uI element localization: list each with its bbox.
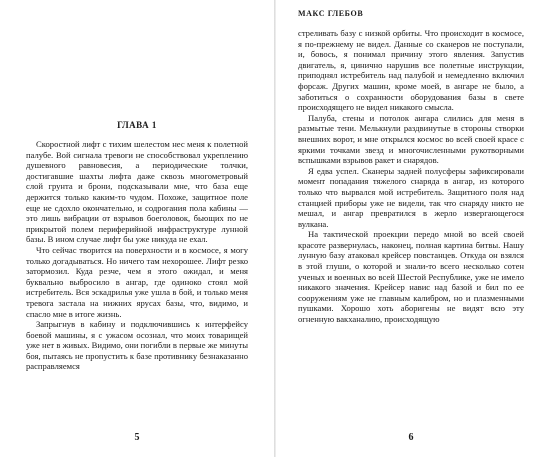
paragraph: Запрыгнув в кабину и подключившись к интерфейсу боевой машины, я с ужасом осознал, что моих товарищей уже нет в живых. Видимо, они погибли в первые же минуты боя, пытаясь не пропустить к базе противнику безнаказанно расправляемся — [26, 319, 248, 372]
running-head-author: МАКС ГЛЕБОВ — [298, 9, 364, 18]
right-page-text — [298, 28, 524, 325]
left-page-text — [26, 139, 248, 372]
page-number-right: 6 — [408, 432, 414, 443]
left-page — [0, 0, 274, 457]
chapter-title: ГЛАВА 1 — [117, 120, 157, 130]
right-page — [276, 0, 550, 457]
paragraph: стреливать базу с низкой орбиты. Что происходит в космосе, я по-прежнему не видел. Данные со сканеров не поступали, и, бовось, я понимал причину этого явления. Запустив двигатель, я, цинично нарушив все полетные инструкции, приподнял истребитель над палубой и немедленно включил форсаж. Других машин, кроме моей, в ангаре не было, а заботиться о сохранности оборудования базы в свете происходящего не видел никакого смысла. — [298, 28, 524, 113]
paragraph: На тактической проекции передо мной во всей своей красоте развернулась, наконец, полная картина битвы. Нашу лунную базу атаковал крейсер повстанцев. Откуда он взялся в этой глуши, о которой и знали-то всего несколько сотен ученых и военных во всей Шестой Республике, уже не имело никакого значения. Крейсер навис над базой и бил по ее сооружениям уже не главным калибром, но и плазменными пушками. Хорошо хоть аборигены не видят всю эту огненную вакханалию, происходящую — [298, 229, 524, 325]
paragraph: Что сейчас творится на поверхности и в космосе, я могу только догадываться. Но ничего там нехорошее. Лифт резко затормозил. Куда резче, чем я этого ожидал, и меня буквально выбросило в ангар, где одиноко стоял мой истребитель. Вся эскадрилья уже ушла в бой, и только меня тревога застала на нижних ярусах базы, что, видимо, и спасло мне в итоге жизнь. — [26, 244, 248, 319]
page-number-left: 5 — [134, 432, 140, 443]
paragraph: Я едва успел. Сканеры задней полусферы зафиксировали момент попадания тяжелого снаряда в ангар, из которого только что вырвался мой истребитель. Защитного поля над станцией приборы уже не видели, так что снаряду никто не мешал, и ангар превратился в жерло извергающегося вулкана. — [298, 165, 524, 229]
paragraph: Скоростной лифт с тихим шелестом нес меня к полетной палубе. Вой сигнала тревоги не способствовал укреплению душевного равновесия, а периодические толчки, достигавшие шахты лифта даже сквозь многометровый слой грунта и брони, подсказывали мне, что база еще держится только каким-то чудом. Похоже, защитное поле еще не сдохло окончательно, и содрогания пола кабины — это лишь вибрации от взрывов боеголовок, бьющих по не прикрытой полем периферийной инфраструктуре лунной базы. В ином случае лифт бы уже никуда не ехал. — [26, 139, 248, 245]
paragraph: Палуба, стены и потолок ангара слились для меня в размытые тени. Мелькнули раздвинутые в стороны створки внешних ворот, и мне открылся космос во всей своей красе с яркими точками звезд и многочисленными рукотворными вспышками взрывов ракет и снарядов. — [298, 112, 524, 166]
